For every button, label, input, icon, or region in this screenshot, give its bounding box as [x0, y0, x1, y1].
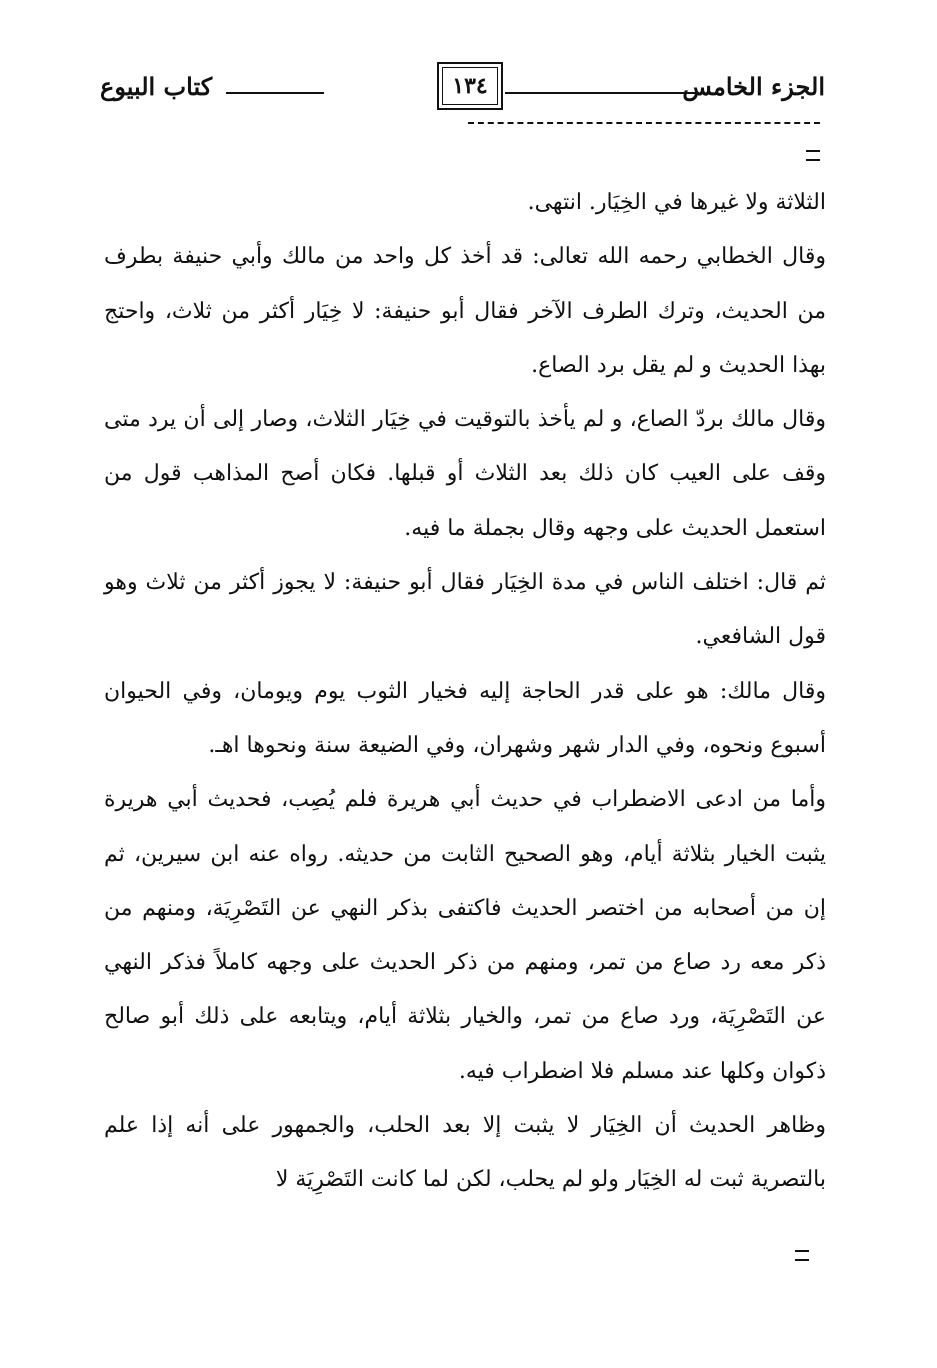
paragraph: وقال مالك بردّ الصاع، و لم يأخذ بالتوقيت في خِيَار الثلاث، وصار إلى أن يرد متى وقف على العيب كان ذلك بعد الثلاث أو قبلها. فكان أصح المذاهب قول من استعمل الحديث على وجهه وقال بجملة ما فيه.	[104, 407, 826, 541]
page-header	[100, 62, 825, 118]
header-rule	[226, 92, 324, 94]
continuation-mark	[806, 150, 820, 161]
paragraph: وظاهر الحديث أن الخِيَار لا يثبت إلا بعد الحلب، والجمهور على أنه إذا علم بالتصرية ثبت له الخِيَار ولو لم يحلب، لكن لما كانت التَصْرِيَة لا	[104, 1113, 826, 1193]
paragraph: الثلاثة ولا غيرها في الخِيَار. انتهى.	[527, 190, 826, 215]
paragraph: وقال الخطابي رحمه الله تعالى: قد أخذ كل واحد من مالك وأبي حنيفة بطرف من الحديث، وترك الطرف الآخر فقال أبو حنيفة: لا خِيَار أكثر من ثلاث، واحتج بهذا الحديث و لم يقل برد الصاع.	[104, 244, 826, 378]
page-number: ١٣٤	[437, 62, 503, 110]
paragraph: وقال مالك: هو على قدر الحاجة إليه فخيار الثوب يوم ويومان، وفي الحيوان أسبوع ونحوه، وفي الدار شهر وشهران، وفي الضيعة سنة ونحوها اهـ.	[104, 678, 826, 758]
continuation-mark	[795, 1250, 809, 1261]
volume-title: الجزء الخامس	[682, 72, 825, 101]
dashed-separator	[468, 122, 820, 124]
paragraph: وأما من ادعى الاضطراب في حديث أبي هريرة فلم يُصِب، فحديث أبي هريرة يثبت الخيار بثلاثة أيام، وهو الصحيح الثابت من حديثه. رواه عنه ابن سيرين، ثم إن من أصحابه من اختصر الحديث فاكتفى بذكر النهي عن التَصْرِيَة، ومنهم من ذكر معه رد صاع من تمر، ومنهم من ذكر الحديث على وجهه كاملاً فذكر النهي عن التَصْرِيَة، ورد صاع من تمر، والخيار بثلاثة أيام، ويتابعه على ذلك أبو صالح ذكوان وكلها عند مسلم فلا اضطراب فيه.	[104, 787, 826, 1084]
book-title: كتاب البيوع	[100, 72, 213, 101]
body-text	[104, 176, 826, 1208]
header-rule	[505, 92, 695, 94]
paragraph: ثم قال: اختلف الناس في مدة الخِيَار فقال أبو حنيفة: لا يجوز أكثر من ثلاث وهو قول الشافعي.	[104, 570, 826, 650]
